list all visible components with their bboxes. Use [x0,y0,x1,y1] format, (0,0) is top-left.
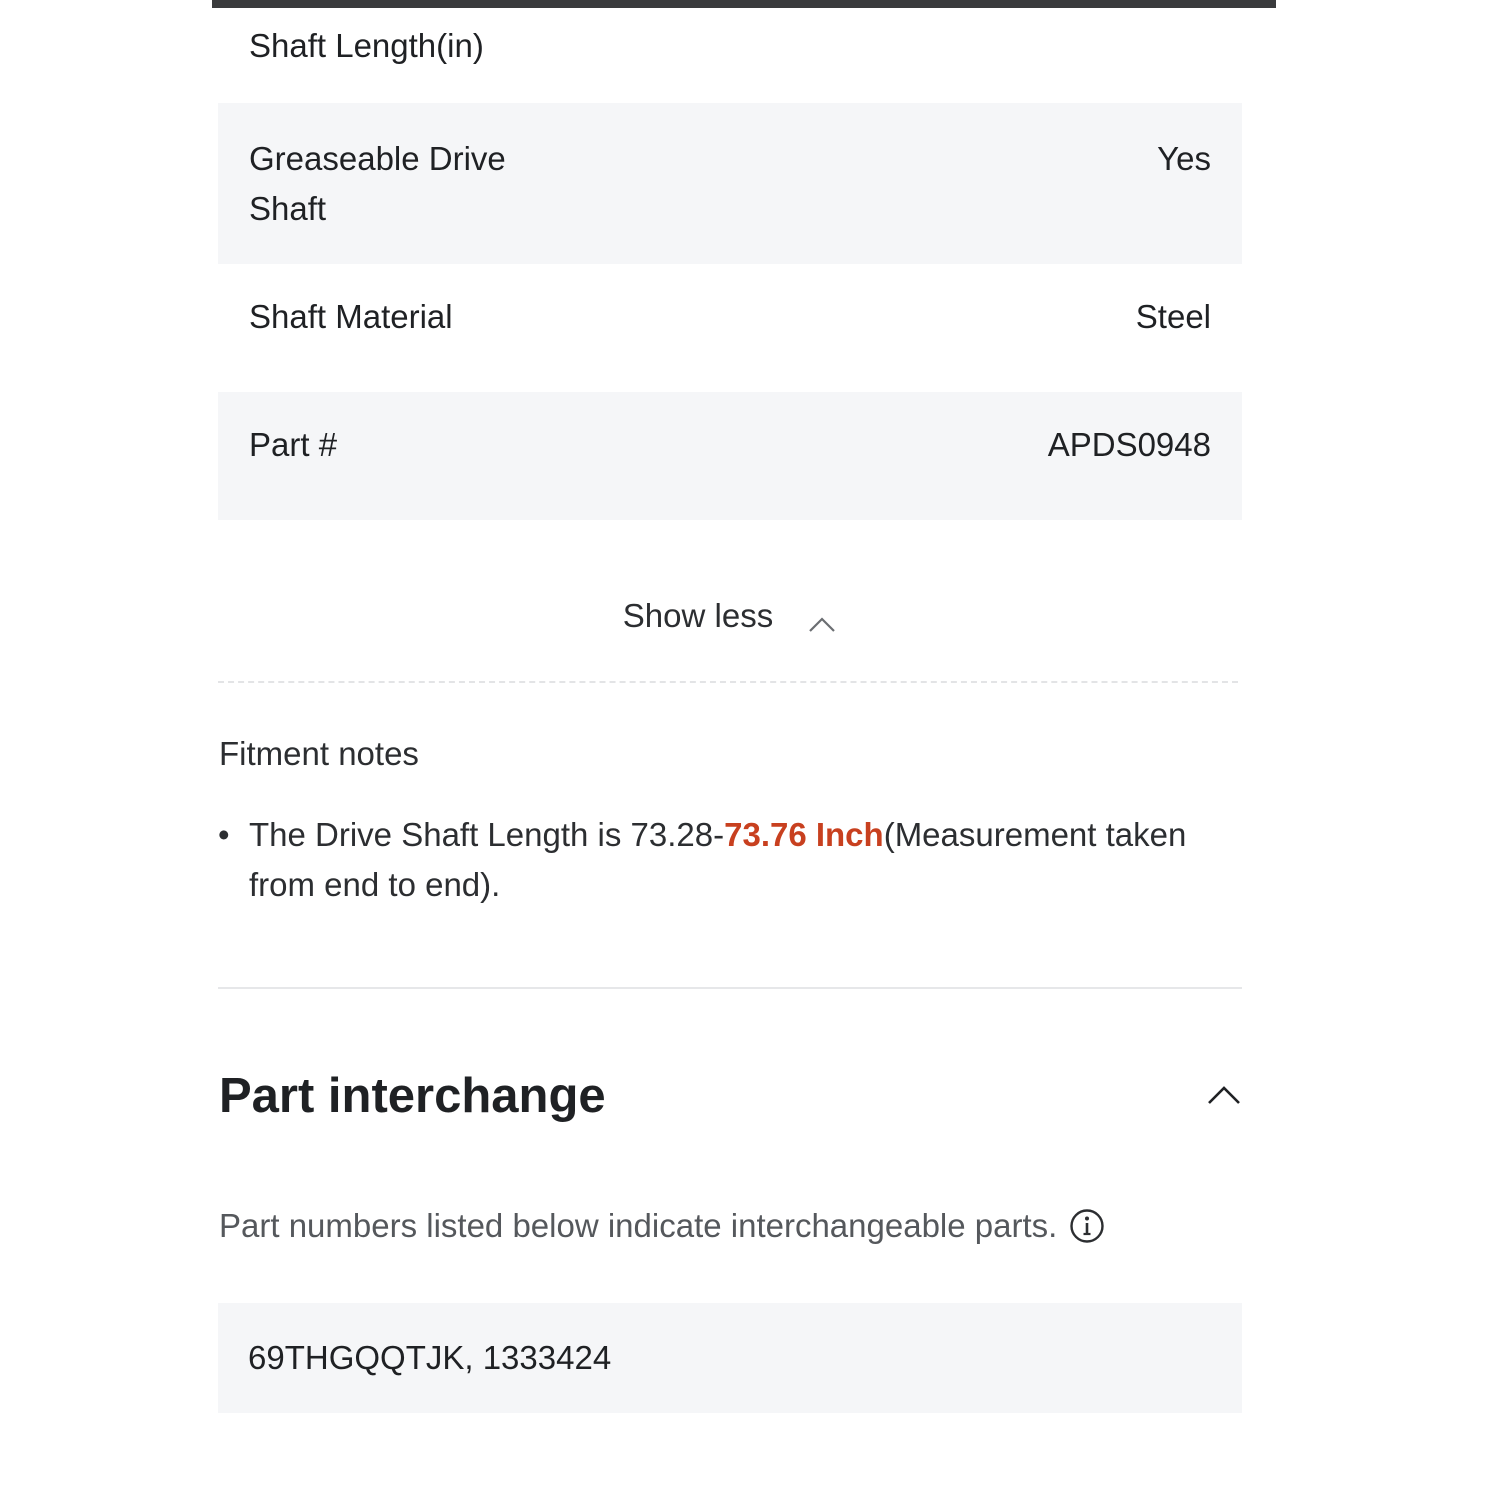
spec-label: Part # [249,426,338,463]
note-suffix: (Measurement taken from end to end). [249,816,1187,903]
section-divider [218,987,1242,989]
collapse-section-button[interactable] [1204,1076,1244,1116]
chevron-up-icon [807,601,837,631]
info-icon[interactable] [1069,1208,1105,1244]
top-overlay-bar [212,0,1276,8]
spec-value: Steel [1135,298,1211,335]
spec-label: Shaft Material [249,298,453,335]
chevron-up-icon [1204,1076,1244,1116]
show-less-label: Show less [622,597,774,634]
spec-row-part-number [218,392,1242,520]
fitment-note-text [249,810,1248,910]
fitment-note-item [218,810,1248,910]
interchange-description [219,1202,1105,1250]
spec-value: Yes [1157,140,1211,177]
fitment-notes-title: Fitment notes [219,735,419,772]
note-highlight: 73.76 Inch [724,816,884,853]
bullet: • [218,816,230,853]
spec-row-greaseable [218,103,1242,264]
show-less-button[interactable] [0,588,1460,644]
note-prefix: The Drive Shaft Length is 73.28- [249,816,725,853]
interchange-description-text: Part numbers listed below indicate interchangeable parts. [219,1207,1058,1244]
spec-value: APDS0948 [1047,426,1211,463]
interchange-part-numbers: 69THGQQTJK, 1333424 [218,1303,1242,1413]
spec-label-shaft-length: Shaft Length(in) [249,27,484,64]
part-interchange-title: Part interchange [219,1069,606,1123]
spec-label: Greaseable Drive Shaft [249,140,506,227]
spec-row-shaft-material [218,264,1242,392]
dashed-divider [218,681,1238,683]
